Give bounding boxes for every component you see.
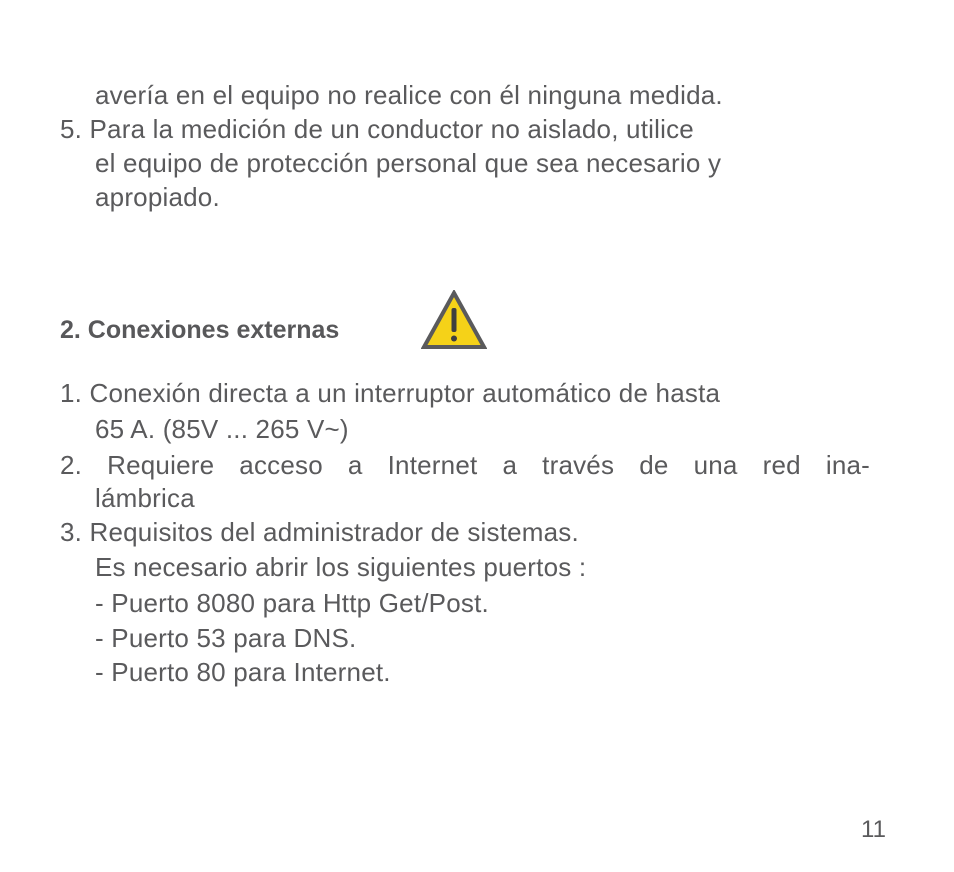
list-item-5-line-2: el equipo de protección personal que sea necesario y — [95, 148, 722, 178]
list-item-4-continuation: avería en el equipo no realice con él ninguna medida. — [95, 80, 723, 110]
port-item-80: - Puerto 80 para Internet. — [95, 657, 391, 687]
port-item-8080: - Puerto 8080 para Http Get/Post. — [95, 588, 489, 618]
list-item-3-line-2: Es necesario abrir los siguientes puertos : — [95, 552, 587, 582]
list-item-1-line-2: 65 A. (85V ... 265 V~) — [95, 414, 349, 444]
list-item-5-line-1: 5. Para la medición de un conductor no aislado, utilice — [60, 114, 694, 144]
list-item-2-line-1: 2. Requiere acceso a Internet a través de una red ina- — [60, 450, 870, 480]
list-item-2-line-2: lámbrica — [95, 483, 195, 513]
section-heading: 2. Conexiones externas — [60, 316, 340, 344]
list-item-5-line-3: apropiado. — [95, 182, 220, 212]
list-item-1-line-1: 1. Conexión directa a un interruptor automático de hasta — [60, 378, 721, 408]
page-number: 11 — [861, 816, 886, 843]
list-item-3-line-1: 3. Requisitos del administrador de sistemas. — [60, 517, 579, 547]
warning-triangle-icon — [421, 290, 487, 350]
port-item-53: - Puerto 53 para DNS. — [95, 623, 357, 653]
